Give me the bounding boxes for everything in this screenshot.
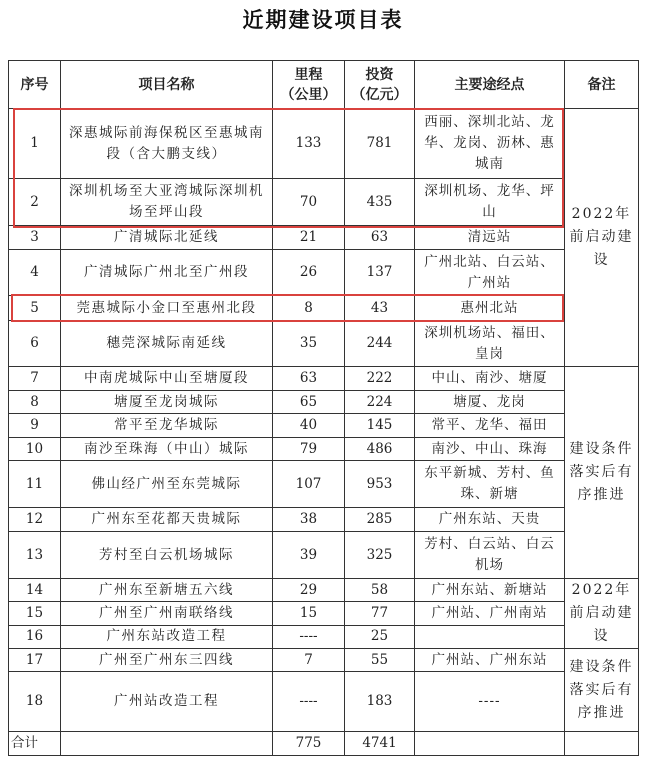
investment-cell: 25 (345, 625, 415, 648)
route-cell: 广州东站、天贵 (415, 508, 565, 532)
seq-cell: 17 (9, 649, 61, 672)
total-note-cell (565, 732, 639, 756)
length-cell: 79 (273, 438, 345, 461)
table-row (9, 461, 639, 508)
header-name: 项目名称 (61, 61, 273, 109)
length-cell: 107 (273, 461, 345, 508)
length-cell: ---- (273, 672, 345, 732)
total-length: 775 (273, 732, 345, 756)
length-cell: 7 (273, 649, 345, 672)
seq-cell: 8 (9, 391, 61, 414)
route-cell: 广州站、广州东站 (415, 649, 565, 672)
table-row (9, 625, 639, 648)
length-cell: 21 (273, 226, 345, 250)
header-investment: 投资 （亿元） (345, 61, 415, 109)
route-cell (415, 625, 565, 648)
name-cell: 广州站改造工程 (61, 672, 273, 732)
seq-cell: 11 (9, 461, 61, 508)
seq-cell: 12 (9, 508, 61, 532)
route-cell: 惠州北站 (415, 296, 565, 321)
seq-cell: 9 (9, 414, 61, 438)
seq-cell: 18 (9, 672, 61, 732)
route-cell: 常平、龙华、福田 (415, 414, 565, 438)
name-cell: 广清城际广州北至广州段 (61, 250, 273, 296)
name-cell: 广州东至新塘五六线 (61, 579, 273, 602)
name-cell: 深惠城际前海保税区至惠城南段（含大鹏支线） (61, 109, 273, 179)
route-cell: 西丽、深圳北站、龙华、龙岗、沥林、惠城南 (415, 109, 565, 179)
seq-cell: 2 (9, 179, 61, 226)
investment-cell: 435 (345, 179, 415, 226)
investment-cell: 285 (345, 508, 415, 532)
investment-cell: 222 (345, 367, 415, 391)
seq-cell: 6 (9, 321, 61, 367)
length-cell: 70 (273, 179, 345, 226)
total-name-cell (61, 732, 273, 756)
total-row (9, 732, 639, 756)
name-cell: 广州至广州南联络线 (61, 602, 273, 625)
header-seq: 序号 (9, 61, 61, 109)
investment-cell: 63 (345, 226, 415, 250)
investment-cell: 145 (345, 414, 415, 438)
name-cell: 广州至广州东三四线 (61, 649, 273, 672)
name-cell: 常平至龙华城际 (61, 414, 273, 438)
route-cell: 深圳机场、龙华、坪山 (415, 179, 565, 226)
route-cell: 南沙、中山、珠海 (415, 438, 565, 461)
length-cell: 35 (273, 321, 345, 367)
route-cell: 清远站 (415, 226, 565, 250)
investment-cell: 77 (345, 602, 415, 625)
route-cell: 广州站、广州南站 (415, 602, 565, 625)
investment-cell: 137 (345, 250, 415, 296)
route-cell: 深圳机场站、福田、皇岗 (415, 321, 565, 367)
length-cell: 15 (273, 602, 345, 625)
total-investment: 4741 (345, 732, 415, 756)
investment-cell: 58 (345, 579, 415, 602)
length-cell: 63 (273, 367, 345, 391)
investment-cell: 183 (345, 672, 415, 732)
table-row (9, 179, 639, 226)
length-cell: 26 (273, 250, 345, 296)
header-note: 备注 (565, 61, 639, 109)
length-cell: 38 (273, 508, 345, 532)
seq-cell: 1 (9, 109, 61, 179)
table-row (9, 226, 639, 250)
seq-cell: 16 (9, 625, 61, 648)
seq-cell: 4 (9, 250, 61, 296)
length-cell: 29 (273, 579, 345, 602)
table-row (9, 602, 639, 625)
project-table (8, 60, 639, 756)
table-row (9, 367, 639, 391)
seq-cell: 13 (9, 532, 61, 579)
table-row (9, 321, 639, 367)
name-cell: 莞惠城际小金口至惠州北段 (61, 296, 273, 321)
investment-cell: 486 (345, 438, 415, 461)
header-row (9, 61, 639, 109)
name-cell: 芳村至白云机场城际 (61, 532, 273, 579)
table-row (9, 438, 639, 461)
table-row (9, 649, 639, 672)
table-row (9, 672, 639, 732)
investment-cell: 325 (345, 532, 415, 579)
name-cell: 南沙至珠海（中山）城际 (61, 438, 273, 461)
note-cell: 建设条件落实后有序推进 (565, 649, 639, 732)
name-cell: 中南虎城际中山至塘厦段 (61, 367, 273, 391)
note-cell: 2022年前启动建设 (565, 109, 639, 367)
note-cell: 建设条件落实后有序推进 (565, 367, 639, 579)
route-cell: 塘厦、龙岗 (415, 391, 565, 414)
name-cell: 穗莞深城际南延线 (61, 321, 273, 367)
table-row (9, 414, 639, 438)
investment-cell: 224 (345, 391, 415, 414)
route-cell: 中山、南沙、塘厦 (415, 367, 565, 391)
name-cell: 广清城际北延线 (61, 226, 273, 250)
table-row (9, 296, 639, 321)
total-label: 合计 (9, 732, 61, 756)
seq-cell: 7 (9, 367, 61, 391)
name-cell: 塘厦至龙岗城际 (61, 391, 273, 414)
length-cell: 40 (273, 414, 345, 438)
length-cell: 65 (273, 391, 345, 414)
seq-cell: 14 (9, 579, 61, 602)
length-cell: 39 (273, 532, 345, 579)
length-cell: 8 (273, 296, 345, 321)
investment-cell: 43 (345, 296, 415, 321)
page-title: 近期建设项目表 (242, 8, 404, 32)
seq-cell: 15 (9, 602, 61, 625)
table-row (9, 508, 639, 532)
investment-cell: 781 (345, 109, 415, 179)
name-cell: 佛山经广州至东莞城际 (61, 461, 273, 508)
route-cell: 广州北站、白云站、广州站 (415, 250, 565, 296)
seq-cell: 5 (9, 296, 61, 321)
seq-cell: 3 (9, 226, 61, 250)
route-cell: ---- (415, 672, 565, 732)
note-cell: 2022年前启动建设 (565, 579, 639, 649)
investment-cell: 244 (345, 321, 415, 367)
name-cell: 深圳机场至大亚湾城际深圳机场至坪山段 (61, 179, 273, 226)
name-cell: 广州东至花都天贵城际 (61, 508, 273, 532)
route-cell: 东平新城、芳村、鱼珠、新塘 (415, 461, 565, 508)
header-route: 主要途经点 (415, 61, 565, 109)
investment-cell: 953 (345, 461, 415, 508)
length-cell: 133 (273, 109, 345, 179)
length-cell: ---- (273, 625, 345, 648)
table-row (9, 391, 639, 414)
total-route-cell (415, 732, 565, 756)
table-row (9, 109, 639, 179)
route-cell: 芳村、白云站、白云机场 (415, 532, 565, 579)
investment-cell: 55 (345, 649, 415, 672)
table-row (9, 579, 639, 602)
name-cell: 广州东站改造工程 (61, 625, 273, 648)
header-length: 里程 （公里） (273, 61, 345, 109)
route-cell: 广州东站、新塘站 (415, 579, 565, 602)
table-row (9, 532, 639, 579)
table-row (9, 250, 639, 296)
seq-cell: 10 (9, 438, 61, 461)
